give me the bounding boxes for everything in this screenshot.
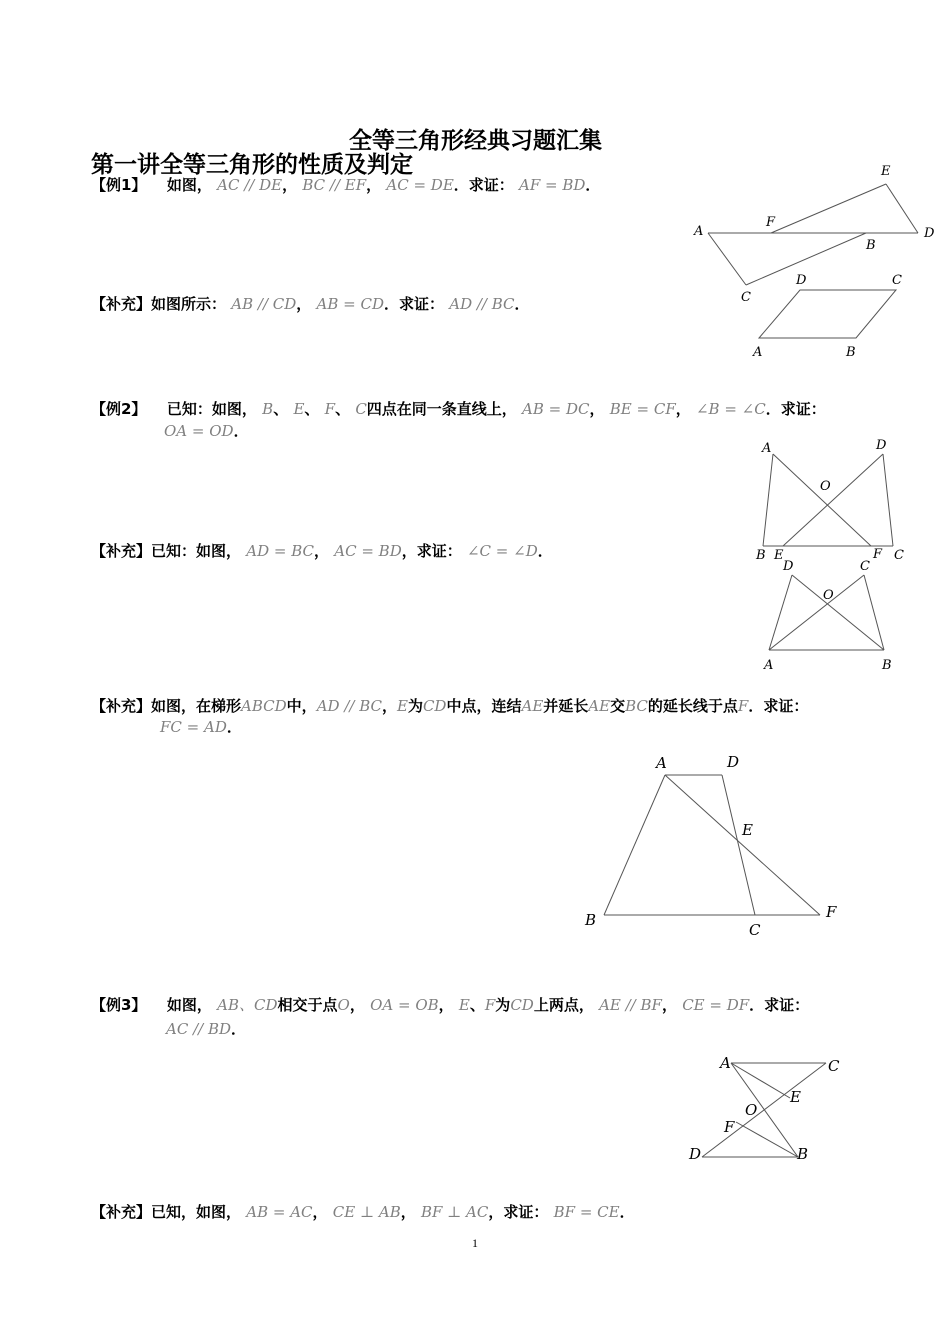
math: E: [458, 996, 470, 1014]
math: F: [737, 697, 749, 715]
problem-tag: 【例2】: [91, 400, 147, 418]
math: AB // CD: [231, 295, 297, 313]
math: AD // BC: [449, 295, 515, 313]
label-F: F: [724, 1118, 735, 1136]
text: ．求证：: [453, 176, 514, 194]
label-O: O: [745, 1101, 758, 1119]
page-title: 全等三角形经典习题汇集: [349, 128, 602, 154]
label-O: O: [823, 588, 834, 603]
label-B: B: [882, 658, 892, 673]
text: ，: [312, 1203, 328, 1221]
label-D: D: [796, 273, 807, 288]
problem-tag: 【补充】: [91, 542, 152, 560]
text: 为: [407, 697, 423, 715]
text: ．求证：: [749, 996, 810, 1014]
text: ．求证：: [748, 697, 809, 715]
text: ．: [537, 542, 553, 560]
label-F: F: [766, 215, 776, 230]
math: FC = AD: [160, 718, 227, 736]
label-F: F: [826, 903, 837, 921]
label-C: C: [892, 273, 902, 288]
math: BC: [625, 697, 648, 715]
text: 上两点，: [533, 996, 594, 1014]
problem-tag: 【例3】: [91, 996, 147, 1014]
text: 交: [610, 697, 626, 715]
math: O: [337, 996, 350, 1014]
math: F: [484, 996, 496, 1014]
label-D: D: [727, 753, 740, 771]
label-A: A: [762, 441, 772, 456]
math: C: [355, 400, 367, 418]
label-B: B: [866, 238, 876, 253]
math: B: [262, 400, 274, 418]
text: 中，: [286, 697, 317, 715]
text: ．: [514, 295, 530, 313]
text: 四点在同一条直线上，: [366, 400, 517, 418]
text: 中点，连结: [446, 697, 522, 715]
text: 如图，: [166, 996, 212, 1014]
label-E: E: [742, 821, 753, 839]
label-A: A: [656, 754, 667, 772]
text: 、: [335, 400, 351, 418]
label-D: D: [924, 226, 935, 241]
label-C: C: [749, 921, 761, 939]
label-C: C: [828, 1057, 840, 1075]
label-F: F: [873, 547, 883, 562]
text: 、: [273, 400, 289, 418]
label-C: C: [741, 290, 751, 305]
math: ABCD: [241, 697, 287, 715]
math: AB = AC: [246, 1203, 313, 1221]
math: BC // EF: [302, 176, 367, 194]
label-E: E: [774, 548, 784, 563]
label-B: B: [846, 345, 856, 360]
math: AD = BC: [246, 542, 315, 560]
math: E: [293, 400, 305, 418]
problem-tag: 【例1】: [91, 176, 147, 194]
label-D: D: [689, 1145, 702, 1163]
text: ，: [314, 542, 330, 560]
text: ，: [296, 295, 312, 313]
label-A: A: [694, 224, 704, 239]
label-O: O: [820, 479, 831, 494]
text: ．: [231, 1020, 247, 1038]
page-number: 1: [472, 1236, 478, 1250]
math: AB、CD: [217, 996, 278, 1014]
text: ，: [589, 400, 605, 418]
text: ．: [585, 176, 601, 194]
text: 、: [304, 400, 320, 418]
text: ．: [619, 1203, 635, 1221]
segment-FB: [736, 1122, 798, 1157]
text: ，求证：: [488, 1203, 549, 1221]
text: ．求证：: [384, 295, 445, 313]
label-C: C: [894, 548, 904, 563]
text: 、: [469, 996, 485, 1014]
math: AC // DE: [217, 176, 283, 194]
math: E: [396, 697, 408, 715]
label-C: C: [860, 559, 870, 574]
math: OA = OD: [164, 422, 234, 440]
text: ，: [366, 176, 382, 194]
math: CE ⊥ AB: [332, 1203, 401, 1221]
text: 为: [495, 996, 511, 1014]
text: ，: [400, 1203, 416, 1221]
math: AE // BF: [599, 996, 662, 1014]
segment-AE: [731, 1063, 790, 1098]
text: ．: [233, 422, 249, 440]
label-B: B: [585, 911, 597, 929]
text: 已知：如图，: [151, 542, 242, 560]
text: ，求证：: [401, 542, 462, 560]
text: ，: [381, 697, 397, 715]
math: AD // BC: [316, 697, 382, 715]
math: CE = DF: [682, 996, 750, 1014]
text: ，: [675, 400, 691, 418]
math: AC // BD: [166, 1020, 232, 1038]
text: 并延长: [543, 697, 589, 715]
text: 如图，: [166, 176, 212, 194]
math: AB = CD: [316, 295, 384, 313]
label-B: B: [756, 548, 766, 563]
math: AC = DE: [386, 176, 454, 194]
text: 相交于点: [277, 996, 338, 1014]
problem-tag: 【补充】: [91, 697, 152, 715]
math: BF ⊥ AC: [420, 1203, 489, 1221]
problem-tag: 【补充】: [91, 1203, 152, 1221]
text: 已知，如图，: [151, 1203, 242, 1221]
section-heading: 第一讲全等三角形的性质及判定: [91, 152, 413, 178]
label-A: A: [753, 345, 763, 360]
text: ，: [438, 996, 454, 1014]
math: ∠C = ∠D: [466, 542, 538, 560]
label-A: A: [764, 658, 774, 673]
math: F: [324, 400, 336, 418]
label-A: A: [720, 1054, 731, 1072]
math: OA = OB: [370, 996, 439, 1014]
text: ，: [349, 996, 365, 1014]
text: 的延长线于点: [647, 697, 738, 715]
math: AE: [588, 697, 611, 715]
label-D: D: [876, 438, 887, 453]
segment-CD: [702, 1063, 826, 1157]
math: BF = CE: [553, 1203, 620, 1221]
text: ，: [282, 176, 298, 194]
math: AE: [521, 697, 544, 715]
label-E: E: [790, 1088, 801, 1106]
math: CD: [422, 697, 447, 715]
math: AF = BD: [519, 176, 586, 194]
text: 已知：如图，: [166, 400, 257, 418]
problem-tag: 【补充】: [91, 295, 152, 313]
text: 如图所示：: [151, 295, 227, 313]
math: AC = BD: [334, 542, 402, 560]
label-E: E: [881, 164, 891, 179]
label-B: B: [797, 1145, 809, 1163]
text: ．: [226, 718, 242, 736]
math: AB = DC: [522, 400, 590, 418]
text: ，: [661, 996, 677, 1014]
math: ∠B = ∠C: [695, 400, 766, 418]
math: BE = CF: [609, 400, 676, 418]
label-D: D: [783, 559, 794, 574]
text: 如图，在梯形: [151, 697, 242, 715]
math: CD: [510, 996, 534, 1014]
text: ．求证：: [765, 400, 826, 418]
